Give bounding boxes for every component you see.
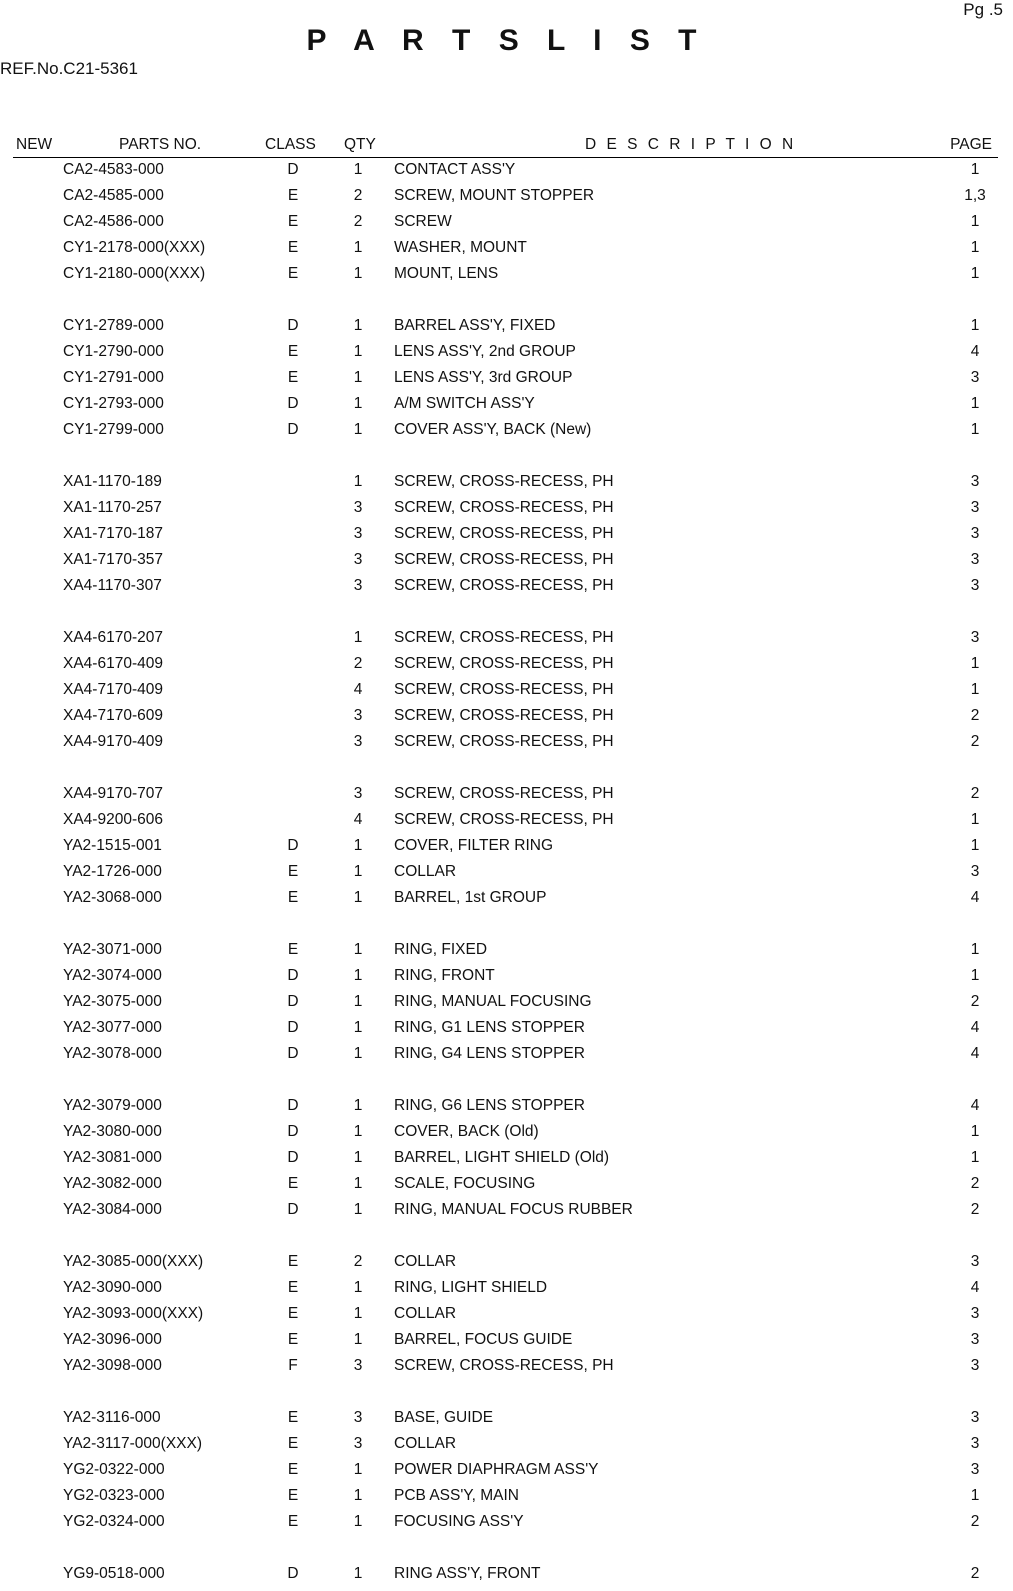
- part-number: XA4-9200-606: [63, 811, 163, 828]
- part-description: SCREW, MOUNT STOPPER: [394, 187, 595, 204]
- part-class: E: [287, 213, 299, 230]
- part-page: 1: [970, 967, 980, 984]
- part-page: 2: [970, 1565, 980, 1582]
- part-description: SCREW, CROSS-RECESS, PH: [394, 629, 614, 646]
- part-qty: 3: [353, 577, 363, 594]
- table-row: [0, 473, 1013, 499]
- table-row: [0, 499, 1013, 525]
- part-class: D: [287, 161, 299, 178]
- part-qty: 1: [353, 889, 363, 906]
- part-qty: 1: [353, 1461, 363, 1478]
- table-row: [0, 1097, 1013, 1123]
- part-description: COLLAR: [394, 1435, 457, 1452]
- table-row: [0, 1409, 1013, 1435]
- part-qty: 3: [353, 707, 363, 724]
- part-number: YA2-3075-000: [63, 993, 162, 1010]
- part-qty: 1: [353, 1201, 363, 1218]
- part-class: D: [287, 993, 299, 1010]
- part-page: 3: [970, 577, 980, 594]
- part-description: SCREW, CROSS-RECESS, PH: [394, 577, 614, 594]
- part-qty: 3: [353, 1409, 363, 1426]
- parts-table-body: [0, 161, 1013, 1591]
- table-row: [0, 551, 1013, 577]
- table-row: [0, 161, 1013, 187]
- part-page: 3: [970, 863, 980, 880]
- part-page: 3: [970, 473, 980, 490]
- table-row: [0, 213, 1013, 239]
- part-qty: 1: [353, 993, 363, 1010]
- part-class: D: [287, 317, 299, 334]
- part-class: E: [287, 1175, 299, 1192]
- part-qty: 1: [353, 1175, 363, 1192]
- table-row: [0, 681, 1013, 707]
- part-class: D: [287, 1045, 299, 1062]
- part-description: RING, LIGHT SHIELD: [394, 1279, 548, 1296]
- part-qty: 1: [353, 161, 363, 178]
- part-qty: 1: [353, 1331, 363, 1348]
- part-class: E: [287, 343, 299, 360]
- part-qty: 1: [353, 239, 363, 256]
- part-description: SCREW, CROSS-RECESS, PH: [394, 473, 614, 490]
- part-description: LENS ASS'Y, 2nd GROUP: [394, 343, 576, 360]
- part-number: XA4-6170-207: [63, 629, 163, 646]
- table-row: [0, 1201, 1013, 1227]
- part-description: RING, G1 LENS STOPPER: [394, 1019, 585, 1036]
- part-qty: 1: [353, 629, 363, 646]
- part-qty: 1: [353, 317, 363, 334]
- part-description: A/M SWITCH ASS'Y: [394, 395, 535, 412]
- part-description: BASE, GUIDE: [394, 1409, 494, 1426]
- header-description: D E S C R I P T I O N: [585, 136, 797, 153]
- part-description: BARREL, 1st GROUP: [394, 889, 547, 906]
- part-class: D: [287, 967, 299, 984]
- part-number: CY1-2791-000: [63, 369, 164, 386]
- part-number: YA2-3090-000: [63, 1279, 162, 1296]
- part-description: SCREW, CROSS-RECESS, PH: [394, 681, 614, 698]
- table-row: [0, 395, 1013, 421]
- part-class: E: [287, 1305, 299, 1322]
- part-description: RING, G6 LENS STOPPER: [394, 1097, 585, 1114]
- part-page: 4: [970, 1097, 980, 1114]
- header-class: CLASS: [265, 136, 316, 153]
- part-page: 2: [970, 733, 980, 750]
- part-class: E: [287, 1409, 299, 1426]
- table-header: [13, 136, 998, 158]
- part-page: 1: [970, 421, 980, 438]
- part-description: RING, G4 LENS STOPPER: [394, 1045, 585, 1062]
- part-page: 2: [970, 785, 980, 802]
- part-page: 3: [970, 1331, 980, 1348]
- part-qty: 1: [353, 1149, 363, 1166]
- table-row: [0, 707, 1013, 733]
- part-page: 2: [970, 993, 980, 1010]
- table-row: [0, 993, 1013, 1019]
- table-row: [0, 187, 1013, 213]
- table-row: [0, 421, 1013, 447]
- part-class: D: [287, 395, 299, 412]
- part-qty: 1: [353, 343, 363, 360]
- part-description: COLLAR: [394, 863, 457, 880]
- part-number: YG2-0323-000: [63, 1487, 165, 1504]
- part-number: CA2-4586-000: [63, 213, 164, 230]
- part-page: 1: [970, 1487, 980, 1504]
- part-number: YA2-3093-000(XXX): [63, 1305, 204, 1322]
- part-qty: 2: [353, 655, 363, 672]
- part-page: 3: [970, 1253, 980, 1270]
- part-qty: 1: [353, 1097, 363, 1114]
- header-page: PAGE: [950, 136, 992, 153]
- table-row: [0, 1019, 1013, 1045]
- part-number: XA4-7170-609: [63, 707, 163, 724]
- part-number: CY1-2799-000: [63, 421, 164, 438]
- part-qty: 2: [353, 213, 363, 230]
- part-qty: 1: [353, 1019, 363, 1036]
- part-qty: 1: [353, 941, 363, 958]
- part-page: 3: [970, 1409, 980, 1426]
- table-row: [0, 733, 1013, 759]
- part-qty: 1: [353, 837, 363, 854]
- part-number: XA4-9170-409: [63, 733, 163, 750]
- part-description: FOCUSING ASS'Y: [394, 1513, 524, 1530]
- part-description: LENS ASS'Y, 3rd GROUP: [394, 369, 573, 386]
- table-row: [0, 889, 1013, 915]
- part-page: 1: [970, 213, 980, 230]
- part-qty: 1: [353, 421, 363, 438]
- part-number: XA4-9170-707: [63, 785, 163, 802]
- part-class: F: [288, 1357, 298, 1374]
- table-row: [0, 785, 1013, 811]
- part-number: CY1-2180-000(XXX): [63, 265, 206, 282]
- part-qty: 1: [353, 863, 363, 880]
- part-class: D: [287, 1201, 299, 1218]
- table-row: [0, 655, 1013, 681]
- part-number: YA2-3077-000: [63, 1019, 162, 1036]
- part-description: SCREW, CROSS-RECESS, PH: [394, 551, 614, 568]
- part-page: 1: [970, 1149, 980, 1166]
- part-number: CY1-2790-000: [63, 343, 164, 360]
- part-description: RING, FIXED: [394, 941, 488, 958]
- part-qty: 1: [353, 1305, 363, 1322]
- part-number: YA2-3068-000: [63, 889, 162, 906]
- part-qty: 3: [353, 785, 363, 802]
- part-qty: 2: [353, 1253, 363, 1270]
- part-class: D: [287, 837, 299, 854]
- part-number: YA2-3081-000: [63, 1149, 162, 1166]
- part-class: D: [287, 1123, 299, 1140]
- part-number: YA2-1726-000: [63, 863, 162, 880]
- part-class: E: [287, 239, 299, 256]
- part-qty: 1: [353, 1487, 363, 1504]
- part-page: 1: [970, 681, 980, 698]
- part-page: 2: [970, 1201, 980, 1218]
- part-description: BARREL ASS'Y, FIXED: [394, 317, 556, 334]
- part-number: CA2-4585-000: [63, 187, 164, 204]
- part-class: D: [287, 1097, 299, 1114]
- part-description: CONTACT ASS'Y: [394, 161, 516, 178]
- part-page: 1: [970, 941, 980, 958]
- part-qty: 1: [353, 265, 363, 282]
- table-row: [0, 239, 1013, 265]
- part-class: E: [287, 1513, 299, 1530]
- part-qty: 1: [353, 369, 363, 386]
- table-row: [0, 1253, 1013, 1279]
- table-row: [0, 1461, 1013, 1487]
- part-class: E: [287, 889, 299, 906]
- table-row: [0, 837, 1013, 863]
- table-row: [0, 1435, 1013, 1461]
- part-qty: 1: [353, 1565, 363, 1582]
- part-description: RING, MANUAL FOCUS RUBBER: [394, 1201, 633, 1218]
- table-row: [0, 1123, 1013, 1149]
- part-number: YA2-3082-000: [63, 1175, 162, 1192]
- part-qty: 3: [353, 551, 363, 568]
- part-description: SCALE, FOCUSING: [394, 1175, 536, 1192]
- part-page: 1: [970, 811, 980, 828]
- part-qty: 4: [353, 681, 363, 698]
- part-number: XA1-7170-357: [63, 551, 163, 568]
- table-row: [0, 1357, 1013, 1383]
- table-row: [0, 369, 1013, 395]
- part-qty: 1: [353, 967, 363, 984]
- part-page: 1,3: [964, 187, 986, 204]
- part-page: 3: [970, 551, 980, 568]
- part-description: RING ASS'Y, FRONT: [394, 1565, 541, 1582]
- part-qty: 1: [353, 395, 363, 412]
- part-number: YA2-3096-000: [63, 1331, 162, 1348]
- part-number: XA1-7170-187: [63, 525, 163, 542]
- part-page: 4: [970, 889, 980, 906]
- part-page: 1: [970, 837, 980, 854]
- header-new: NEW: [16, 136, 53, 153]
- part-qty: 1: [353, 1279, 363, 1296]
- part-number: YA2-3085-000(XXX): [63, 1253, 204, 1270]
- part-class: E: [287, 1279, 299, 1296]
- part-qty: 2: [353, 187, 363, 204]
- part-qty: 1: [353, 1045, 363, 1062]
- part-number: YA2-1515-001: [63, 837, 162, 854]
- part-qty: 1: [353, 1513, 363, 1530]
- part-number: YA2-3071-000: [63, 941, 162, 958]
- table-row: [0, 525, 1013, 551]
- part-class: E: [287, 863, 299, 880]
- part-number: YG9-0518-000: [63, 1565, 165, 1582]
- part-description: SCREW: [394, 213, 452, 230]
- part-page: 1: [970, 395, 980, 412]
- part-description: RING, FRONT: [394, 967, 495, 984]
- part-qty: 4: [353, 811, 363, 828]
- part-page: 3: [970, 1461, 980, 1478]
- part-description: COVER, FILTER RING: [394, 837, 554, 854]
- part-description: SCREW, CROSS-RECESS, PH: [394, 655, 614, 672]
- part-page: 4: [970, 1045, 980, 1062]
- part-page: 4: [970, 1279, 980, 1296]
- part-number: XA4-7170-409: [63, 681, 163, 698]
- part-class: E: [287, 1331, 299, 1348]
- table-row: [0, 1279, 1013, 1305]
- part-number: CA2-4583-000: [63, 161, 164, 178]
- part-description: COVER ASS'Y, BACK (New): [394, 421, 592, 438]
- part-qty: 1: [353, 1123, 363, 1140]
- part-description: SCREW, CROSS-RECESS, PH: [394, 707, 614, 724]
- table-row: [0, 1487, 1013, 1513]
- part-page: 1: [970, 655, 980, 672]
- part-page: 3: [970, 369, 980, 386]
- part-number: YA2-3116-000: [63, 1409, 161, 1426]
- table-row: [0, 941, 1013, 967]
- reference-number: REF.No.C21-5361: [0, 59, 138, 78]
- part-number: YA2-3074-000: [63, 967, 162, 984]
- part-page: 2: [970, 707, 980, 724]
- part-qty: 3: [353, 733, 363, 750]
- part-class: E: [287, 1487, 299, 1504]
- part-class: E: [287, 369, 299, 386]
- part-page: 3: [970, 1357, 980, 1374]
- part-qty: 1: [353, 473, 363, 490]
- part-description: COLLAR: [394, 1253, 457, 1270]
- part-number: XA1-1170-189: [63, 473, 162, 490]
- part-page: 1: [970, 239, 980, 256]
- part-description: MOUNT, LENS: [394, 265, 499, 282]
- part-description: SCREW, CROSS-RECESS, PH: [394, 733, 614, 750]
- part-description: SCREW, CROSS-RECESS, PH: [394, 811, 614, 828]
- table-row: [0, 1149, 1013, 1175]
- part-page: 2: [970, 1175, 980, 1192]
- table-row: [0, 1045, 1013, 1071]
- part-description: SCREW, CROSS-RECESS, PH: [394, 1357, 614, 1374]
- part-class: E: [287, 1461, 299, 1478]
- part-number: YA2-3078-000: [63, 1045, 162, 1062]
- table-row: [0, 1331, 1013, 1357]
- part-description: COVER, BACK (Old): [394, 1123, 539, 1140]
- page-number: Pg .5: [963, 0, 1003, 19]
- part-description: SCREW, CROSS-RECESS, PH: [394, 525, 614, 542]
- header-parts-no: PARTS NO.: [119, 136, 202, 153]
- part-number: YG2-0322-000: [63, 1461, 165, 1478]
- part-number: XA4-1170-307: [63, 577, 162, 594]
- part-page: 1: [970, 265, 980, 282]
- page-title: P A R T S L I S T: [306, 24, 707, 57]
- part-page: 3: [970, 1435, 980, 1452]
- part-description: PCB ASS'Y, MAIN: [394, 1487, 519, 1504]
- table-row: [0, 967, 1013, 993]
- part-class: D: [287, 421, 299, 438]
- part-qty: 3: [353, 1435, 363, 1452]
- table-row: [0, 811, 1013, 837]
- part-number: XA1-1170-257: [63, 499, 162, 516]
- table-row: [0, 1565, 1013, 1591]
- part-page: 1: [970, 317, 980, 334]
- part-class: E: [287, 187, 299, 204]
- part-description: POWER DIAPHRAGM ASS'Y: [394, 1461, 599, 1478]
- part-description: WASHER, MOUNT: [394, 239, 527, 256]
- part-qty: 3: [353, 525, 363, 542]
- part-description: BARREL, FOCUS GUIDE: [394, 1331, 573, 1348]
- part-page: 4: [970, 1019, 980, 1036]
- part-number: YA2-3117-000(XXX): [63, 1435, 203, 1452]
- part-number: YA2-3079-000: [63, 1097, 162, 1114]
- table-row: [0, 1513, 1013, 1539]
- part-class: D: [287, 1149, 299, 1166]
- part-number: YA2-3080-000: [63, 1123, 162, 1140]
- part-description: SCREW, CROSS-RECESS, PH: [394, 785, 614, 802]
- part-number: CY1-2178-000(XXX): [63, 239, 206, 256]
- part-class: E: [287, 941, 299, 958]
- part-number: YA2-3098-000: [63, 1357, 162, 1374]
- part-page: 3: [970, 525, 980, 542]
- part-qty: 3: [353, 499, 363, 516]
- part-number: CY1-2789-000: [63, 317, 164, 334]
- part-page: 1: [970, 1123, 980, 1140]
- table-row: [0, 629, 1013, 655]
- table-row: [0, 1175, 1013, 1201]
- table-row: [0, 343, 1013, 369]
- part-class: E: [287, 265, 299, 282]
- part-number: YA2-3084-000: [63, 1201, 162, 1218]
- table-row: [0, 265, 1013, 291]
- part-description: BARREL, LIGHT SHIELD (Old): [394, 1149, 610, 1166]
- part-class: E: [287, 1253, 299, 1270]
- table-row: [0, 317, 1013, 343]
- table-row: [0, 577, 1013, 603]
- table-row: [0, 1305, 1013, 1331]
- part-description: COLLAR: [394, 1305, 457, 1322]
- part-class: D: [287, 1565, 299, 1582]
- table-row: [0, 863, 1013, 889]
- header-qty: QTY: [344, 136, 376, 153]
- part-description: RING, MANUAL FOCUSING: [394, 993, 592, 1010]
- part-class: E: [287, 1435, 299, 1452]
- part-page: 3: [970, 1305, 980, 1322]
- part-description: SCREW, CROSS-RECESS, PH: [394, 499, 614, 516]
- part-page: 1: [970, 161, 980, 178]
- part-page: 2: [970, 1513, 980, 1530]
- part-page: 4: [970, 343, 980, 360]
- part-page: 3: [970, 499, 980, 516]
- part-number: CY1-2793-000: [63, 395, 164, 412]
- part-number: YG2-0324-000: [63, 1513, 165, 1530]
- part-number: XA4-6170-409: [63, 655, 163, 672]
- part-page: 3: [970, 629, 980, 646]
- part-class: D: [287, 1019, 299, 1036]
- part-qty: 3: [353, 1357, 363, 1374]
